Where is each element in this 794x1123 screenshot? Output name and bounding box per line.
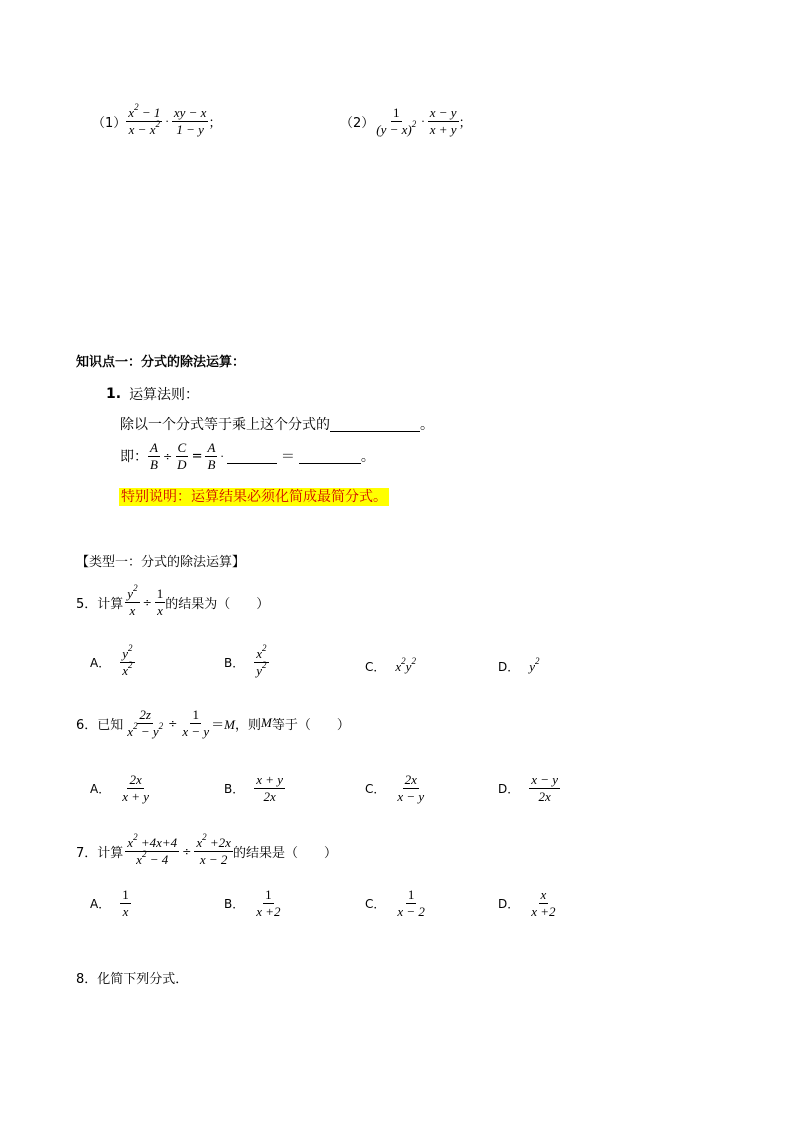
special-note-text: 特别说明：运算结果必须化简成最简分式。 bbox=[121, 489, 387, 505]
answer-blank[interactable] bbox=[299, 449, 361, 464]
math-expression: $y^2$ bbox=[529, 655, 540, 674]
math-expression: M bbox=[261, 715, 272, 731]
fraction: $\frac{x - y}{2x}$ bbox=[531, 772, 559, 804]
semicolon: ； bbox=[458, 115, 472, 131]
fraction: $\frac{1}{x +2}$ bbox=[256, 887, 281, 919]
fraction: $\frac{A}{B}$ bbox=[207, 440, 216, 472]
period: 。 bbox=[360, 449, 375, 466]
fraction: $\frac{x}{x +2}$ bbox=[531, 887, 556, 919]
question-6: 6．已知 $\frac{2z}{x^2 - y^2}$ ÷ $\frac{1}{x - y}$ ＝M ，则 M 等于（ ） bbox=[76, 707, 350, 739]
fraction: $\frac{y^2}{x^2}$ bbox=[122, 643, 133, 678]
q5-option-b[interactable] bbox=[224, 643, 269, 678]
fraction: $\frac{1}{x - 2}$ bbox=[397, 887, 425, 919]
q5-option-c[interactable] bbox=[365, 655, 416, 675]
fraction: $\frac{x + y}{2x}$ bbox=[256, 772, 284, 804]
formula-prefix: 即： bbox=[120, 449, 148, 466]
knowledge-heading: 知识点一：分式的除法运算： bbox=[76, 355, 246, 370]
rule-text-line bbox=[120, 414, 434, 434]
formula-line: 即： $\frac{A}{B}$ ÷ $\frac{C}{D}$ = $\frac{A}{B}$ · ＝ 。 bbox=[120, 440, 375, 472]
q6-option-c[interactable] bbox=[365, 773, 426, 803]
fraction: $\frac{1}{x}$ bbox=[122, 887, 129, 919]
fraction: $\frac{xy - x}{1 - y}$ bbox=[173, 105, 207, 137]
option-label: A． bbox=[90, 655, 111, 670]
q7-option-c[interactable] bbox=[365, 888, 427, 918]
fraction: $\frac{2z}{x^2 - y^2}$ bbox=[127, 707, 164, 739]
fraction: $\frac{1}{(y - x)^2}$ bbox=[376, 105, 417, 137]
question-7-label: 7．计算 bbox=[76, 845, 124, 861]
question-8: 8．化简下列分式． bbox=[76, 972, 189, 987]
fraction: $\frac{x^2}{y^2}$ bbox=[256, 643, 267, 678]
question-7: 7．计算 $\frac{x^2 +4x+4}{x^2 - 4}$ ÷ $\frac{x^2 +2x}{x - 2}$ 的结果是（ ） bbox=[76, 832, 337, 867]
fraction: $\frac{1}{x}$ bbox=[156, 586, 164, 618]
option-label: C． bbox=[365, 781, 386, 796]
option-label: C． bbox=[365, 660, 386, 674]
question-5-suffix: 的结果为（ ） bbox=[165, 596, 270, 612]
fraction: $\frac{y^2}{x}$ bbox=[127, 583, 138, 618]
semicolon: ； bbox=[208, 115, 222, 131]
fraction: $\frac{x^2 - 1}{x - x^2}$ bbox=[128, 102, 161, 137]
answer-blank[interactable] bbox=[330, 417, 420, 432]
option-label: A． bbox=[90, 896, 111, 911]
period: 。 bbox=[420, 417, 434, 433]
math-expression: ＝M bbox=[211, 716, 235, 732]
problem-2-label: （2） bbox=[340, 115, 375, 131]
fraction: $\frac{2x}{x + y}$ bbox=[122, 772, 150, 804]
equals-sign: ＝ bbox=[280, 449, 295, 466]
q6-option-b[interactable] bbox=[224, 773, 285, 803]
q6-option-d[interactable] bbox=[498, 773, 560, 803]
option-label: B． bbox=[224, 781, 245, 796]
question-5-label: 5．计算 bbox=[76, 596, 124, 612]
option-label: C． bbox=[365, 896, 386, 911]
question-5: 5．计算 $\frac{y^2}{x}$ ÷ $\frac{1}{x}$ 的结果为（ ） bbox=[76, 583, 270, 618]
q6-option-a[interactable] bbox=[90, 773, 151, 803]
rule-item bbox=[106, 384, 199, 404]
q7-option-b[interactable] bbox=[224, 888, 283, 918]
problem-1-label: （1） bbox=[92, 115, 127, 131]
option-label: B． bbox=[224, 655, 245, 670]
type-one-heading: 【类型一：分式的除法运算】 bbox=[76, 555, 246, 570]
option-label: D． bbox=[498, 896, 520, 911]
rule-text: 除以一个分式等于乘上这个分式的 bbox=[120, 417, 330, 433]
question-7-suffix: 的结果是（ ） bbox=[232, 845, 337, 861]
special-note bbox=[119, 486, 389, 506]
math-expression: $x^2y^2$ bbox=[395, 655, 416, 674]
q5-option-d[interactable] bbox=[498, 655, 540, 675]
question-6-mid: ，则 bbox=[235, 717, 262, 733]
rule-item-title: 运算法则： bbox=[129, 387, 200, 403]
option-label: A． bbox=[90, 781, 111, 796]
fraction: $\frac{2x}{x - y}$ bbox=[397, 772, 425, 804]
q7-option-a[interactable] bbox=[90, 888, 131, 918]
question-6-label: 6．已知 bbox=[76, 717, 124, 733]
option-label: B． bbox=[224, 896, 245, 911]
rule-item-number: 1. bbox=[106, 386, 122, 402]
q5-option-a[interactable] bbox=[90, 643, 135, 678]
problem-1: （1） $\frac{x^2 - 1}{x - x^2}$ · $\frac{xy - x}{1 - y}$ ； bbox=[92, 102, 222, 137]
fraction: $\frac{x - y}{x + y}$ bbox=[429, 105, 457, 137]
answer-blank[interactable] bbox=[227, 449, 277, 464]
fraction: $\frac{1}{x - y}$ bbox=[182, 707, 210, 739]
fraction: $\frac{A}{B}$ bbox=[150, 440, 158, 472]
q7-option-d[interactable] bbox=[498, 888, 558, 918]
fraction: $\frac{C}{D}$ bbox=[177, 440, 187, 472]
fraction: $\frac{x^2 +4x+4}{x^2 - 4}$ bbox=[127, 832, 178, 867]
question-6-suffix: 等于（ ） bbox=[271, 717, 350, 733]
problem-2: （2） $\frac{1}{(y - x)^2}$ · $\frac{x - y}{x + y}$ ； bbox=[340, 105, 472, 137]
option-label: D． bbox=[498, 781, 520, 796]
option-label: D． bbox=[498, 660, 520, 674]
fraction: $\frac{x^2 +2x}{x - 2}$ bbox=[196, 832, 231, 867]
